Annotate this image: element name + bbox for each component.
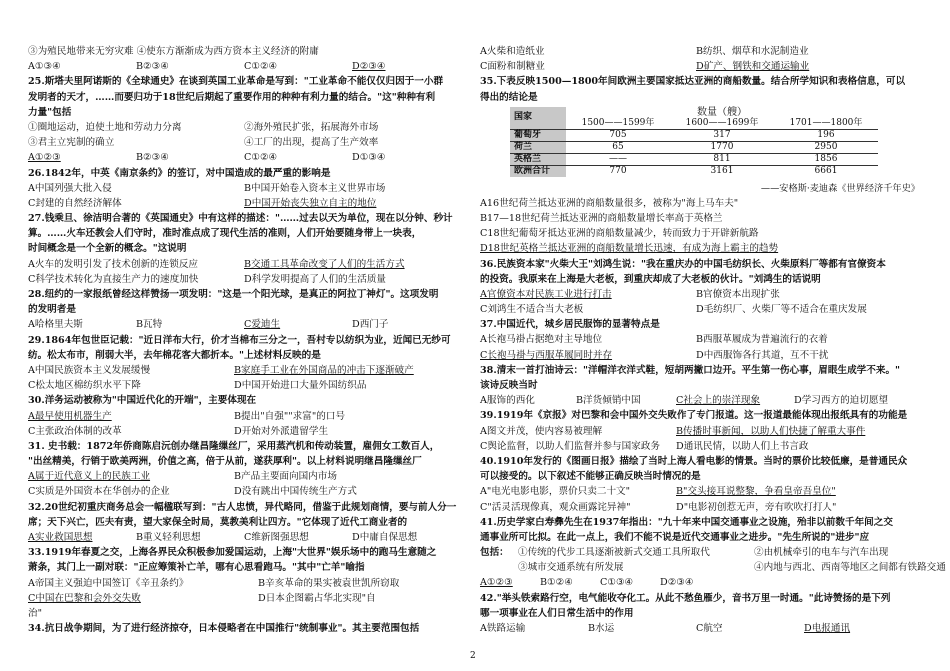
q42-stem: 哪一项事业在人们日常生活中的作用 bbox=[480, 607, 634, 619]
q27-options bbox=[28, 272, 460, 287]
q42-choices bbox=[480, 621, 920, 636]
option: C"活灵活现像真，观众画露诧异神" bbox=[480, 501, 631, 513]
option: C刘鸿生不适合当大老板 bbox=[480, 304, 584, 316]
option: ①传统的代步工具逐渐被新式交通工具所取代 bbox=[518, 547, 710, 559]
table-cell: 6661 bbox=[774, 165, 878, 177]
choice: D电报通讯 bbox=[804, 623, 851, 634]
q26-stem: 26.1842年，中英《南京条约》的签订，对中国造成的最严重的影响是 bbox=[28, 167, 331, 179]
choice: D中庸自保思想 bbox=[352, 532, 418, 543]
option: A"电光电影电影，票价只卖二十文" bbox=[480, 486, 631, 498]
table-cell: 1770 bbox=[670, 141, 774, 153]
q31-stem: 31. 史书载：1872年侨商陈启沅创办继昌隆缫丝厂，采用蒸汽机和传动装置，雇佣女工数百人， bbox=[28, 440, 440, 452]
option: A中国民族资本主义发展缓慢 bbox=[28, 364, 151, 376]
q35-option: D18世纪英格兰抵达亚洲的商船数量增长迅速，有成为海上霸主的趋势 bbox=[480, 243, 779, 255]
table-row bbox=[510, 165, 878, 177]
q34-stem: 34.抗日战争期间，为了进行经济掠夺，日本侵略者在中国推行"统制事业"。其主要范围包括 bbox=[28, 623, 420, 635]
q38-stem: 该诗反映当时 bbox=[480, 380, 538, 391]
q38-choices bbox=[480, 393, 920, 408]
table-country: 英格兰 bbox=[510, 153, 566, 165]
q25-stem: 发明者的天才，……而要归功于18世纪后期起了重要作用的种种有利力量的结合。"这"种种有利 bbox=[28, 91, 436, 103]
q27-stem: 27.钱乘旦、徐洁明合著的《英国通史》中有这样的描述："……过去以天为单位，现在以分钟、秒计 bbox=[28, 213, 453, 225]
indent bbox=[480, 560, 518, 575]
q40-options bbox=[480, 500, 920, 515]
option: ④内地与西北、西南等地区之间都有铁路交通 bbox=[754, 562, 946, 574]
q29-options bbox=[28, 378, 460, 393]
choice: C爱迪生 bbox=[244, 319, 281, 331]
choice: A①③④ bbox=[28, 61, 61, 73]
option: D中国开始进口大量外国纺织品 bbox=[234, 380, 367, 392]
table-country: 荷兰 bbox=[510, 141, 566, 153]
option: A火柴和造纸业 bbox=[480, 46, 545, 57]
option: D"电影初创惹无声，旁有吹吹打打人" bbox=[676, 501, 837, 513]
ship-table bbox=[510, 107, 878, 177]
q30-options bbox=[28, 424, 460, 439]
q27-stem: 时间概念是一个全新的概念。"这说明 bbox=[28, 243, 187, 255]
choice: B洋货倾销中国 bbox=[576, 395, 641, 407]
q39-stem: 39.1919年《京报》对巴黎和会中国外交失败作了专门报道。这一报道最能体现出报纸具有的功能是 bbox=[480, 410, 908, 422]
option: A帝国主义强迫中国签订《辛丑条约》 bbox=[28, 577, 189, 589]
option: D矿产、钢铁和交通运输业 bbox=[696, 61, 810, 73]
choice: B②③④ bbox=[136, 61, 169, 73]
table-cell: 811 bbox=[670, 153, 774, 165]
choice: C①②④ bbox=[244, 61, 278, 73]
q25-options bbox=[28, 120, 460, 135]
option: D中西服饰各行其道，互不干扰 bbox=[696, 349, 829, 361]
q33-option-cont: 治" bbox=[28, 607, 43, 619]
q35-option: A16世纪荷兰抵达亚洲的商船数量很多，被称为"海上马车夫" bbox=[480, 197, 739, 209]
option: D日本企图霸占华北实现"自 bbox=[258, 592, 376, 604]
q38-stem: 38.清末一首打油诗云："洋帽洋衣洋式鞋，短胡两撇口边开。平生第一伤心事，眉眼生成学不来。" bbox=[480, 364, 901, 376]
option: D科学发明提高了人们的生活质量 bbox=[244, 273, 387, 285]
choice: B重义轻利思想 bbox=[136, 532, 201, 543]
q25-stem: 25.斯塔夫里阿诺斯的《全球通史》在谈到英国工业革命是写到："工业革命不能仅仅归因于一小群 bbox=[28, 76, 444, 88]
choice: D西门子 bbox=[352, 319, 389, 331]
q26-options bbox=[28, 181, 460, 196]
q28-choices bbox=[28, 317, 460, 332]
option: C主张政治体制的改革 bbox=[28, 425, 122, 437]
q36-options bbox=[480, 302, 920, 317]
table-cell: 2950 bbox=[774, 141, 878, 153]
option: ②由机械牵引的电车与汽车出现 bbox=[754, 547, 889, 559]
table-cell: 705 bbox=[566, 129, 670, 141]
q41-choices bbox=[480, 575, 920, 590]
option: D中国开始丧失独立自主的地位 bbox=[244, 197, 377, 209]
table-col-header: 1600——1699年 bbox=[685, 117, 759, 128]
table-source: ——安格斯·麦迪森《世界经济千年史》 bbox=[760, 182, 920, 194]
option: C封建的自然经济解体 bbox=[28, 197, 122, 209]
q27-options bbox=[28, 257, 460, 272]
table-header-row bbox=[510, 107, 878, 118]
q33-stem: 33.1919年春夏之交，上海各界民众积极参加爱国运动，上海"大世界"娱乐场中的跑马生意随之 bbox=[28, 547, 437, 559]
option: C舆论监督，以助人们监督并参与国家政务 bbox=[480, 440, 661, 452]
choice: D①③④ bbox=[352, 152, 386, 164]
table-cell: 1856 bbox=[774, 153, 878, 165]
q29-stem: 29.1864年包世臣记载："近日洋布大行，价才当棉布三分之一，吾村专以纺织为业，近闻已无纱可 bbox=[28, 334, 451, 346]
q28-stem: 的发明者是 bbox=[28, 304, 76, 316]
choice: A铁路运输 bbox=[480, 623, 526, 634]
choice: C①③④ bbox=[600, 577, 634, 589]
option: D开始对外派遣留学生 bbox=[234, 425, 329, 437]
table-title: 数量（艘） bbox=[697, 106, 747, 118]
q25-choices bbox=[28, 150, 460, 165]
option: C面粉和制糖业 bbox=[480, 61, 545, 73]
q40-stem: 40.1910年发行的《图画日报》描绘了当时上海人看电影的情景。当时的票价比较低廉，是普通民众 bbox=[480, 455, 908, 467]
option: B产品主要面向国内市场 bbox=[234, 471, 337, 483]
q35-stem: 得出的结论是 bbox=[480, 91, 538, 103]
table-row bbox=[510, 129, 878, 141]
q30-options bbox=[28, 409, 460, 424]
choice: A①②③ bbox=[28, 152, 61, 164]
q31-options bbox=[28, 484, 460, 499]
q31-stem: "出丝精美，行销于欧美两洲，价值之高，倍于从前，遂获厚利"。以上材料说明继昌隆缫丝厂 bbox=[28, 456, 422, 468]
option: B辛亥革命的果实被袁世凯所窃取 bbox=[258, 577, 400, 589]
q40-options bbox=[480, 484, 920, 499]
choice: A服饰的西化 bbox=[480, 395, 535, 407]
choice: A实业救国思想 bbox=[28, 532, 93, 543]
option: B提出"自强""求富"的口号 bbox=[234, 410, 346, 422]
q29-stem: 纺。松太布市，削弱大半，去年棉花客大都折本。"上述材料反映的是 bbox=[28, 349, 321, 361]
option: ①圈地运动，迫使土地和劳动力分离 bbox=[28, 121, 182, 133]
option: A长袍马褂占据绝对主导地位 bbox=[480, 334, 603, 346]
option: B家庭手工业在外国商品的冲击下逐渐破产 bbox=[234, 364, 414, 376]
choice: B②③④ bbox=[136, 152, 169, 164]
page-number: 2 bbox=[470, 651, 476, 661]
choice: C社会上的崇洋现象 bbox=[676, 395, 761, 407]
choice: A哈格里夫斯 bbox=[28, 319, 83, 331]
option: ④工厂的出现，提高了生产效率 bbox=[244, 137, 379, 149]
option: D通讯民情，以助人们上书言政 bbox=[676, 440, 809, 452]
q33-options bbox=[28, 576, 460, 591]
table-col-header: 1701——1800年 bbox=[789, 117, 863, 128]
q36-stem: 的投资。我原来在上海是大老板，到重庆却成了大老板的伙计。"刘鸿生的话说明 bbox=[480, 273, 821, 285]
table-cell: 770 bbox=[566, 165, 670, 177]
option: B官僚资本出现扩张 bbox=[696, 288, 780, 300]
option: B中国开始卷入资本主义世界市场 bbox=[244, 182, 386, 194]
q31-options bbox=[28, 469, 460, 484]
q32-choices bbox=[28, 530, 460, 545]
q41-options bbox=[480, 545, 920, 560]
choice: B瓦特 bbox=[136, 319, 163, 331]
option: B交通工具革命改变了人们的生活方式 bbox=[244, 258, 405, 270]
table-corner: 国家 bbox=[510, 107, 566, 130]
q34-options bbox=[480, 59, 920, 74]
choice: D②③④ bbox=[660, 577, 694, 589]
table-country: 葡萄牙 bbox=[510, 129, 566, 141]
option: A火车的发明引发了技术创新的连锁反应 bbox=[28, 258, 199, 270]
right-column bbox=[480, 44, 946, 636]
table-country: 欧洲合计 bbox=[510, 165, 566, 177]
q41-stem: 41.历史学家白寿彝先生在1937年指出："九十年来中国交通事业之设施，殆非以前数千年间之交 bbox=[480, 516, 893, 528]
q34-options bbox=[480, 44, 920, 59]
option: C长袍马褂与西服革履同时并存 bbox=[480, 349, 613, 361]
q33-stem: 萧条，其门上一副对联："正应筹策补亡羊，哪有心思看跑马。"其中"亡羊"喻指 bbox=[28, 562, 365, 574]
option: C中国在巴黎和会外交失败 bbox=[28, 592, 141, 604]
choice: A①②③ bbox=[480, 577, 513, 589]
q29-options bbox=[28, 363, 460, 378]
option: ②海外殖民扩张，拓展海外市场 bbox=[244, 121, 379, 133]
q24-option-line: ③为殖民地带来无穷灾难 ④使东方渐渐成为西方资本主义经济的附庸 bbox=[28, 46, 319, 57]
option: B传播时事新闻，以助人们快捷了解重大事件 bbox=[676, 425, 866, 437]
option: D毛纺织厂、火柴厂等不适合在重庆发展 bbox=[696, 304, 867, 316]
choice: C航空 bbox=[696, 623, 723, 634]
option: C实质是外国资本在华创办的企业 bbox=[28, 486, 170, 498]
table-cell: 3161 bbox=[670, 165, 774, 177]
option: A属于近代意义上的民族工业 bbox=[28, 471, 151, 483]
q26-options bbox=[28, 196, 460, 211]
table-col-header: 1500——1599年 bbox=[581, 117, 655, 128]
q25-stem: 力量"包括 bbox=[28, 106, 72, 118]
table-cell: 317 bbox=[670, 129, 774, 141]
choice: B水运 bbox=[588, 623, 615, 634]
q39-options bbox=[480, 424, 920, 439]
q32-stem: 席；天下兴亡，匹夫有责，望大家保全时局，莫教美利让四方。"它体现了近代工商业者的 bbox=[28, 516, 408, 528]
option: C松太地区棉纺织水平下降 bbox=[28, 380, 141, 392]
table-row bbox=[510, 141, 878, 153]
q35-option: C18世纪葡萄牙抵达亚洲的商船数量减少，转而致力于开辟新航路 bbox=[480, 228, 759, 240]
option: D没有跳出中国传统生产方式 bbox=[234, 486, 357, 498]
q25-options bbox=[28, 135, 460, 150]
table-cell: 196 bbox=[774, 129, 878, 141]
q32-stem: 32.20世纪初重庆商务总会一幅楹联写到："古人忠愤，异代略同，借鉴于此规划商情，要与前人分一 bbox=[28, 501, 457, 513]
table-cell: 65 bbox=[566, 141, 670, 153]
q35-option: B17—18世纪荷兰抵达亚洲的商船数量增长率高于英格兰 bbox=[480, 212, 723, 224]
ship-table-wrapper bbox=[480, 107, 920, 181]
choice: C①②④ bbox=[244, 152, 278, 164]
table-cell: —— bbox=[566, 153, 670, 165]
q33-options bbox=[28, 591, 460, 606]
option: A官僚资本对民族工业进行打击 bbox=[480, 288, 612, 300]
q27-stem: 算。……火车还教会人们守时，准时准点成了现代生活的准则，人们开始要随身带上一块表， bbox=[28, 228, 422, 240]
q40-stem: 可以接受的。以下叙述不能够正确反映当时情况的是 bbox=[480, 471, 701, 483]
q41-stem: 包括： bbox=[480, 547, 509, 559]
q28-stem: 28.纽约的一家报纸曾经这样赞扬一项发明："这是一个阳光球，是真正的阿拉丁神灯"。这项发明 bbox=[28, 289, 439, 300]
left-column bbox=[28, 44, 460, 636]
q37-options bbox=[480, 332, 920, 347]
q37-stem: 37.中国近代，城乡居民服饰的显著特点是 bbox=[480, 319, 660, 331]
choice: D②③④ bbox=[352, 61, 386, 73]
q36-stem: 36.民族资本家"火柴大王"刘鸿生说："我在重庆办的中国毛纺织长、火柴原料厂等都有官僚资本 bbox=[480, 258, 886, 270]
q42-stem: 42."举头铁索路行空，电气能收夺化工。从此不愁鱼雁少，音书万里一时通。"此诗赞扬的是下列 bbox=[480, 592, 891, 604]
choice: C维新图强思想 bbox=[244, 532, 309, 543]
option: ③城市交通系统有所发展 bbox=[518, 562, 624, 574]
table-row bbox=[510, 153, 878, 165]
choice: B①②④ bbox=[540, 577, 573, 589]
option: B"交头接耳说整黎，争看皇帝吾皇位" bbox=[676, 486, 836, 498]
option: C科学技术转化为直接生产力的速度加快 bbox=[28, 273, 199, 285]
option: A最早使用机器生产 bbox=[28, 410, 112, 422]
q41-options bbox=[480, 560, 946, 575]
table-period-row bbox=[510, 118, 878, 130]
q39-options bbox=[480, 439, 920, 454]
q41-stem: 通事业所可比拟。在此一点上，我们不能不说是近代交通事业之进步。"先生所说的"进步"应 bbox=[480, 531, 870, 543]
q36-options bbox=[480, 287, 920, 302]
q35-stem: 35.下表反映1500—1800年间欧洲主要国家抵达亚洲的商船数量。结合所学知识和表格信息，可以 bbox=[480, 76, 906, 88]
option: A图文并茂，使内容易被理解 bbox=[480, 425, 603, 437]
option: B西服革履成为普遍流行的衣着 bbox=[696, 334, 828, 346]
q24-choices bbox=[28, 59, 460, 74]
q37-options bbox=[480, 348, 920, 363]
choice: D学习西方的迫切愿望 bbox=[794, 395, 889, 407]
option: ③君主立宪制的确立 bbox=[28, 137, 115, 149]
q30-stem: 30.洋务运动被称为"中国近代化的开端"，主要体现在 bbox=[28, 395, 257, 407]
option: B纺织、烟草和水泥制造业 bbox=[696, 46, 809, 57]
option: A中国列强大批入侵 bbox=[28, 182, 112, 194]
